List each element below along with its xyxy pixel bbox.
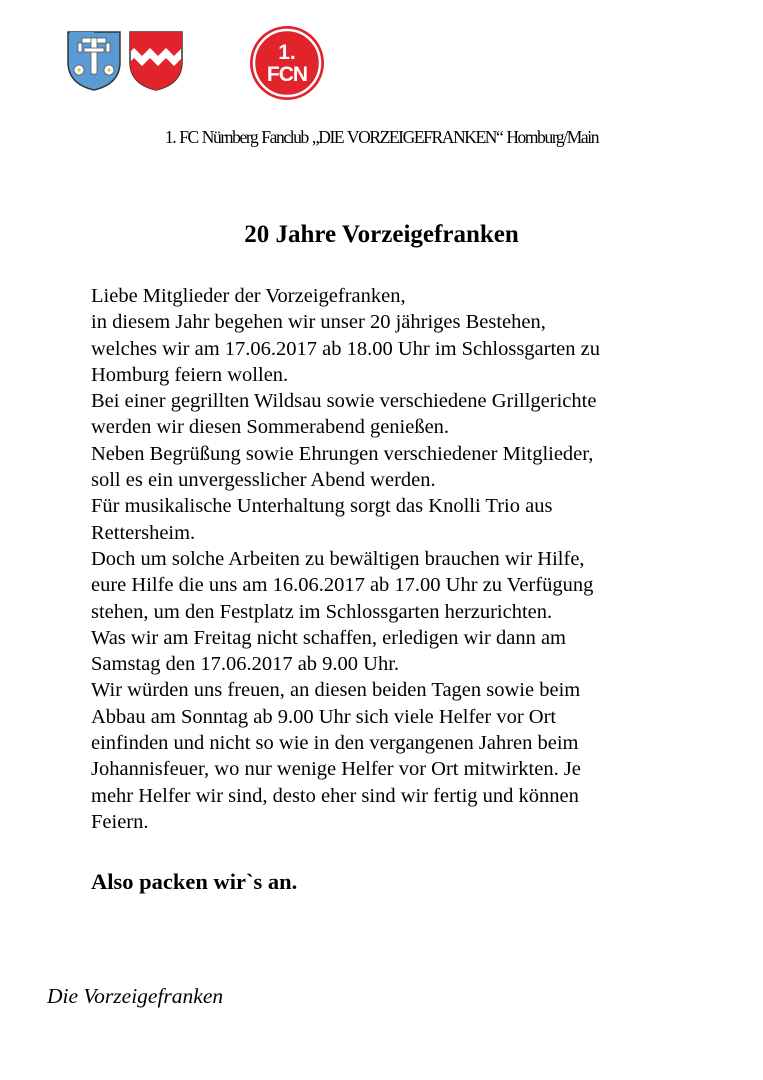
body-line: eure Hilfe die uns am 16.06.2017 ab 17.00 Uhr zu Verfügung [91,574,594,597]
body-line: Liebe Mitglieder der Vorzeigefranken, [91,285,406,307]
body-line: einfinden und nicht so wie in den vergangenen Jahren beim [91,732,579,755]
body-line: Bei einer gegrillten Wildsau sowie verschiedene Grillgerichte [91,390,597,413]
body-line: mehr Helfer wir sind, desto eher sind wir fertig und können [91,784,579,807]
body-line: Was wir am Freitag nicht schaffen, erledigen wir dann am [91,626,567,649]
body-line: Johannisfeuer, wo nur wenige Helfer vor Ort mitwirkten. Je [91,758,581,781]
body-line: Wir würden uns freuen, an diesen beiden Tagen sowie beim [91,679,581,702]
blue-crest-with-cross-and-flowers-icon [64,26,124,92]
body-line: Rettersheim. [91,521,196,544]
letter-body [91,283,691,835]
body-line: Feiern. [91,810,149,833]
body-line: Doch um solche Arbeiten zu bewältigen brauchen wir Hilfe, [91,547,585,570]
page-title: 20 Jahre Vorzeigefranken [244,221,519,248]
body-line: Abbau am Sonntag ab 9.00 Uhr sich viele Helfer vor Ort [91,705,557,728]
body-line: soll es ein unvergesslicher Abend werden. [91,469,436,492]
body-line: Neben Begrüßung sowie Ehrungen verschiedener Mitglieder, [91,442,594,465]
body-line: in diesem Jahr begehen wir unser 20 jähriges Bestehen, [91,311,546,334]
body-line: Für musikalische Unterhaltung sorgt das Knolli Trio aus [91,495,553,518]
body-line: Samstag den 17.06.2017 ab 9.00 Uhr. [91,653,400,676]
1-fcn-logo-icon [248,24,326,102]
body-line: werden wir diesen Sommerabend genießen. [91,416,450,439]
logo-row [64,24,344,104]
fanclub-header-line: 1. FC Nürnberg Fanclub „DIE VORZEIGEFRANKEN“ Homburg/Main [164,127,599,147]
signature: Die Vorzeigefranken [47,984,224,1008]
closing-line: Also packen wir`s an. [91,869,298,894]
club-logo-text-bottom: FCN [266,63,308,86]
franconian-rake-crest-icon [126,26,186,92]
body-line: stehen, um den Festplatz im Schlossgarten herzurichten. [91,600,553,623]
body-line: welches wir am 17.06.2017 ab 18.00 Uhr im Schlossgarten zu [91,337,600,360]
body-line: Homburg feiern wollen. [91,363,289,386]
club-logo-text-top: 1. [278,41,296,64]
